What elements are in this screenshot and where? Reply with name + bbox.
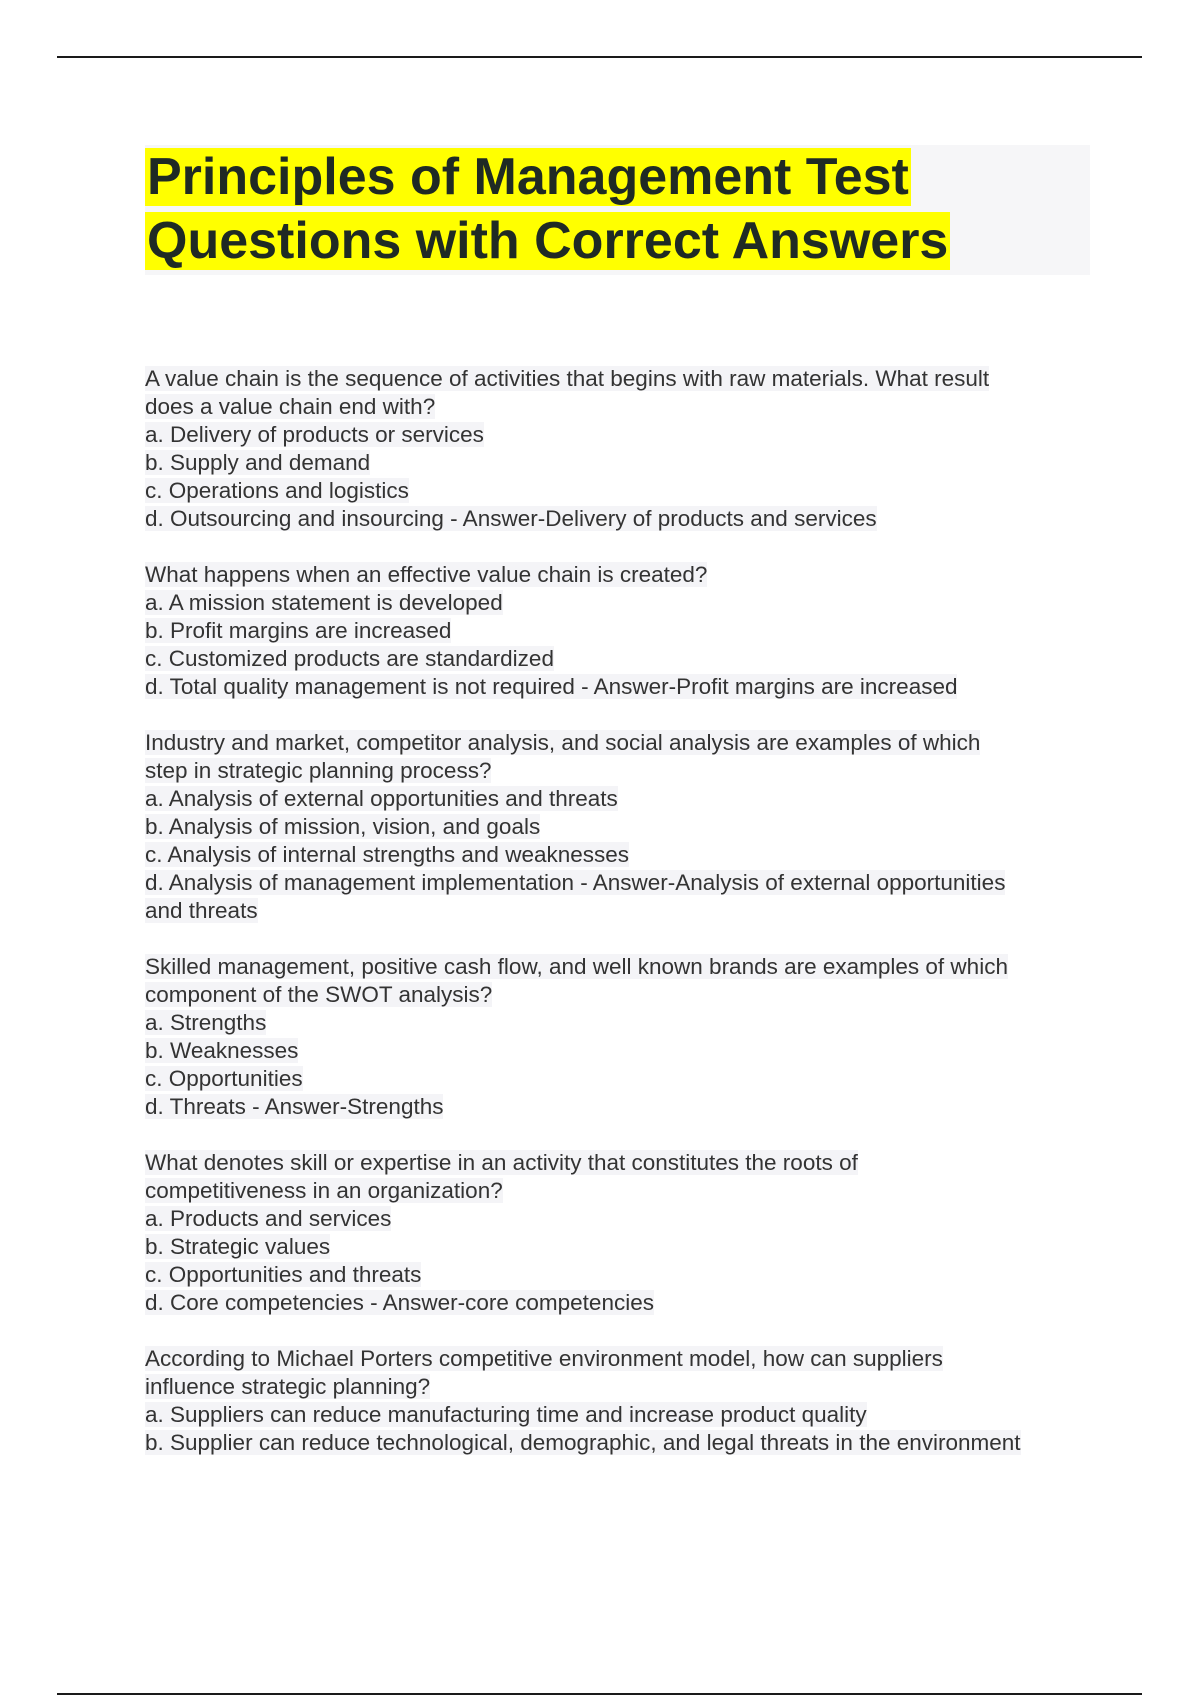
question-line [145, 617, 1095, 645]
question-line [145, 645, 1095, 673]
title-line-2: Questions with Correct Answers [147, 212, 949, 270]
line-text: c. Opportunities and threats [145, 1262, 422, 1287]
question-line [145, 981, 1095, 1009]
question-list [145, 365, 1095, 1457]
question-line [145, 869, 1095, 897]
question-line [145, 785, 1095, 813]
line-text: Industry and market, competitor analysis, and social analysis are examples of which [145, 730, 981, 755]
question-line [145, 1009, 1095, 1037]
line-text: According to Michael Porters competitive environment model, how can suppliers [145, 1346, 943, 1371]
question-line [145, 1093, 1095, 1121]
line-text: d. Threats - Answer-Strengths [145, 1094, 444, 1119]
question-text-line [145, 1149, 1095, 1177]
question-block [145, 729, 1095, 925]
line-text: c. Customized products are standardized [145, 646, 554, 671]
question-line [145, 1401, 1095, 1429]
line-text: a. Delivery of products or services [145, 422, 484, 447]
line-text: c. Operations and logistics [145, 478, 409, 503]
question-line [145, 1065, 1095, 1093]
question-line [145, 1261, 1095, 1289]
question-line [145, 813, 1095, 841]
question-block [145, 561, 1095, 701]
line-text: component of the SWOT analysis? [145, 982, 493, 1007]
line-text: and threats [145, 898, 258, 923]
line-text: a. Strengths [145, 1010, 267, 1035]
line-text: Skilled management, positive cash flow, and well known brands are examples of which [145, 954, 1008, 979]
line-text: a. Products and services [145, 1206, 392, 1231]
question-line [145, 673, 1095, 701]
document-title [145, 145, 1090, 273]
line-text: b. Weaknesses [145, 1038, 299, 1063]
bottom-rule [57, 1693, 1142, 1695]
question-line [145, 477, 1095, 505]
question-line [145, 393, 1095, 421]
question-text-line [145, 1345, 1095, 1373]
question-line [145, 449, 1095, 477]
line-text: influence strategic planning? [145, 1374, 431, 1399]
line-text: d. Outsourcing and insourcing - Answer-Delivery of products and services [145, 506, 877, 531]
question-block [145, 1149, 1095, 1317]
question-line [145, 1429, 1095, 1457]
line-text: A value chain is the sequence of activities that begins with raw materials. What result [145, 366, 990, 391]
question-line [145, 1289, 1095, 1317]
line-text: b. Strategic values [145, 1234, 331, 1259]
top-rule [57, 56, 1142, 58]
question-line [145, 421, 1095, 449]
document-body [145, 145, 1095, 1485]
question-text-line [145, 729, 1095, 757]
question-line [145, 841, 1095, 869]
line-text: step in strategic planning process? [145, 758, 492, 783]
question-line [145, 757, 1095, 785]
question-line [145, 1205, 1095, 1233]
line-text: a. Analysis of external opportunities and threats [145, 786, 618, 811]
question-block [145, 953, 1095, 1121]
question-text-line [145, 953, 1095, 981]
line-text: c. Analysis of internal strengths and weaknesses [145, 842, 630, 867]
line-text: b. Profit margins are increased [145, 618, 452, 643]
line-text: a. A mission statement is developed [145, 590, 503, 615]
title-line-1: Principles of Management Test [147, 148, 909, 206]
line-text: competitiveness in an organization? [145, 1178, 503, 1203]
question-block [145, 1345, 1095, 1457]
line-text: a. Suppliers can reduce manufacturing time and increase product quality [145, 1402, 867, 1427]
line-text: What happens when an effective value chain is created? [145, 562, 708, 587]
question-line [145, 589, 1095, 617]
line-text: d. Total quality management is not required - Answer-Profit margins are increased [145, 674, 958, 699]
question-line [145, 1177, 1095, 1205]
question-line [145, 1233, 1095, 1261]
question-text-line [145, 561, 1095, 589]
line-text: b. Supply and demand [145, 450, 371, 475]
question-line [145, 897, 1095, 925]
line-text: c. Opportunities [145, 1066, 303, 1091]
title-block [145, 145, 1090, 275]
line-text: What denotes skill or expertise in an activity that constitutes the roots of [145, 1150, 858, 1175]
question-line [145, 1037, 1095, 1065]
line-text: b. Analysis of mission, vision, and goals [145, 814, 541, 839]
line-text: does a value chain end with? [145, 394, 436, 419]
line-text: d. Analysis of management implementation - Answer-Analysis of external opportunities [145, 870, 1006, 895]
question-text-line [145, 365, 1095, 393]
line-text: b. Supplier can reduce technological, demographic, and legal threats in the environment [145, 1430, 1021, 1455]
question-block [145, 365, 1095, 533]
line-text: d. Core competencies - Answer-core competencies [145, 1290, 654, 1315]
question-line [145, 1373, 1095, 1401]
question-line [145, 505, 1095, 533]
